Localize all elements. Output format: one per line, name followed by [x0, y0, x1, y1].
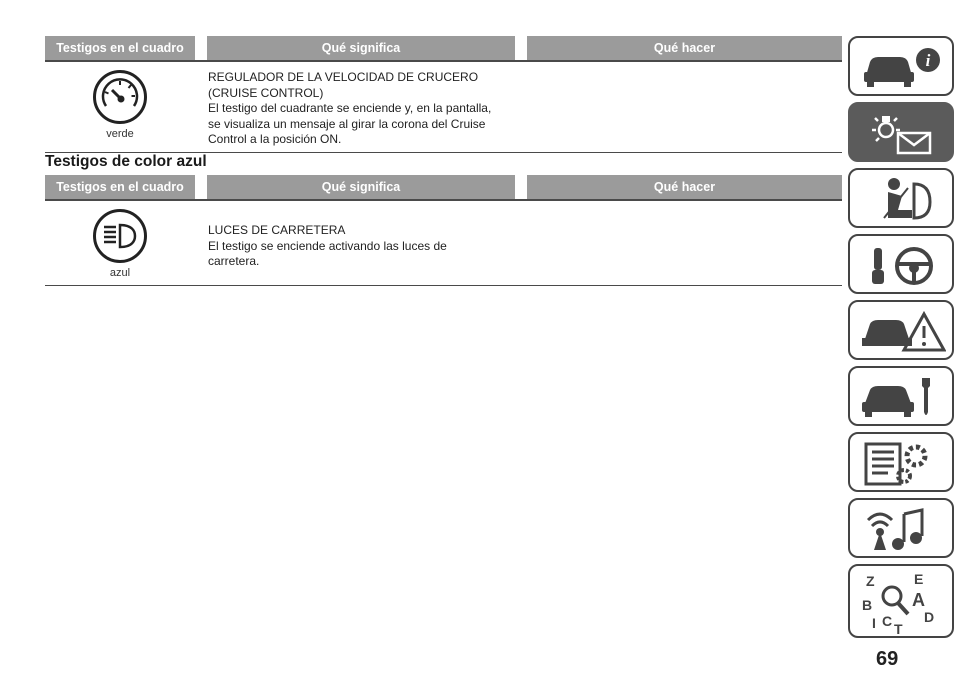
table-header [45, 36, 842, 60]
light-cell [45, 207, 195, 279]
multimedia-tab[interactable] [848, 498, 954, 558]
header-col-meaning: Qué significa [321, 41, 401, 55]
meaning-text [208, 223, 528, 270]
car-accident-warning-icon [858, 306, 946, 356]
meaning-line: REGULADOR DE LA VELOCIDAD DE CRUCERO [208, 70, 479, 84]
svg-text:E: E [914, 571, 924, 587]
header-col-meaning: Qué significa [321, 180, 401, 194]
driving-tab[interactable] [848, 234, 954, 294]
cruise-control-icon [91, 68, 149, 126]
meaning-text [208, 70, 528, 148]
svg-text:i: i [925, 51, 931, 70]
header-col-action: Qué hacer [653, 41, 716, 55]
header-col-action: Qué hacer [653, 180, 716, 194]
list-gear-icon [858, 438, 946, 488]
blue-lights-table [45, 175, 842, 285]
svg-text:I: I [872, 615, 876, 631]
row-rule [45, 285, 842, 286]
warning-lights-tab[interactable] [848, 102, 954, 162]
meaning-line: El testigo del cuadrante se enciende y, en la pantalla, [208, 101, 492, 115]
light-color-label: verde [106, 128, 134, 140]
meaning-line: (CRUISE CONTROL) [208, 85, 324, 100]
meaning-line: Control a la posición ON. [208, 132, 342, 146]
meaning-line: se visualiza un mensaje al girar la corona del Cruise [208, 116, 486, 131]
section-title: Testigos de color azul [45, 153, 207, 170]
table-row [45, 201, 842, 285]
header-col-lights: Testigos en el cuadro [56, 41, 184, 55]
light-color-label: azul [109, 267, 131, 279]
table-row [45, 62, 842, 152]
technical-data-tab[interactable] [848, 432, 954, 492]
header-separator [515, 175, 527, 199]
car-wrench-icon [858, 372, 946, 422]
maintenance-tab[interactable] [848, 366, 954, 426]
light-cell [45, 68, 195, 140]
meaning-line: carretera. [208, 254, 260, 268]
alphabet-search-icon [858, 570, 946, 636]
table-header [45, 175, 842, 199]
warning-light-message-icon [858, 108, 946, 158]
header-separator [195, 175, 207, 199]
svg-text:D: D [924, 609, 935, 625]
svg-text:B: B [862, 597, 873, 613]
meaning-line: LUCES DE CARRETERA [208, 223, 346, 237]
safety-tab[interactable] [848, 168, 954, 228]
index-tab[interactable] [848, 564, 954, 638]
car-info-tab[interactable] [848, 36, 954, 96]
header-separator [515, 36, 527, 60]
car-info-icon [858, 42, 946, 92]
antenna-music-icon [858, 504, 946, 554]
svg-text:C: C [882, 613, 893, 629]
header-col-lights: Testigos en el cuadro [56, 180, 184, 194]
header-separator [195, 36, 207, 60]
page-number: 69 [876, 648, 899, 670]
key-steering-wheel-icon [858, 240, 946, 290]
seat-airbag-icon [858, 174, 946, 224]
svg-text:T: T [894, 621, 903, 636]
svg-text:Z: Z [866, 573, 875, 589]
meaning-line: El testigo se enciende activando las luces de [208, 238, 447, 253]
emergency-tab[interactable] [848, 300, 954, 360]
high-beam-icon [91, 207, 149, 265]
svg-text:A: A [912, 590, 925, 610]
green-lights-table [45, 36, 842, 152]
